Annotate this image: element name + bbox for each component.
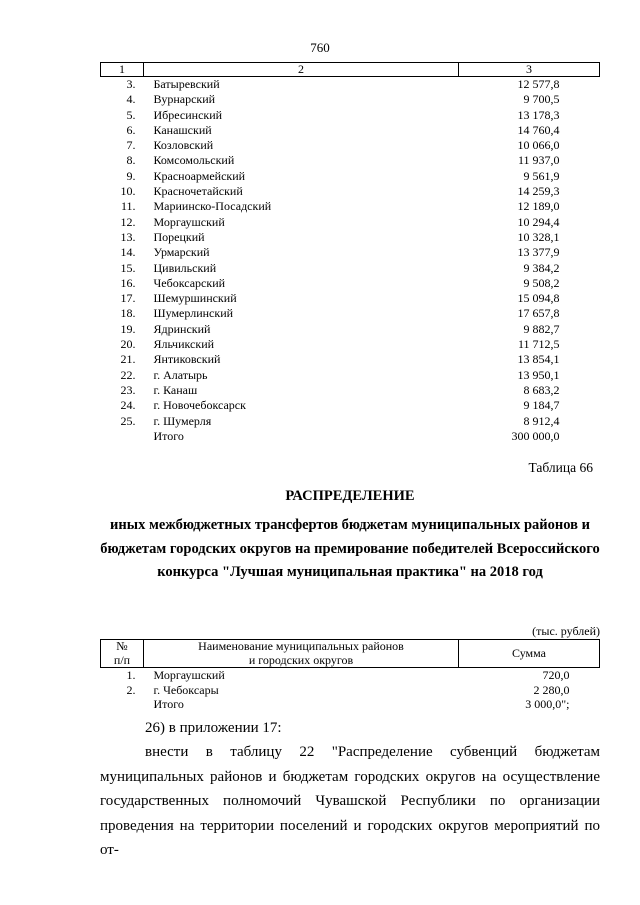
paragraph: внести в таблицу 22 "Распределение субвенций бюджетам муниципальных районов и бюджетам городских округов на осуществление государственных полномочий Чувашской Республики по организации проведения на территории поселений и городских округов мероприятий по от- xyxy=(100,744,600,858)
row-number: 11. xyxy=(120,199,136,214)
table-row xyxy=(101,291,600,306)
row-value: 14 760,4 xyxy=(517,122,560,137)
district-allocation-table xyxy=(100,62,600,444)
row-number: 25. xyxy=(120,413,136,428)
column-header: 3 xyxy=(459,63,600,77)
row-value: 13 854,1 xyxy=(517,352,560,367)
row-value: 9 700,5 xyxy=(523,92,560,107)
row-number: 3. xyxy=(126,77,136,91)
row-value: 11 937,0 xyxy=(517,153,560,168)
row-number: 16. xyxy=(120,275,136,290)
row-value: 8 912,4 xyxy=(523,413,560,428)
award-allocation-table xyxy=(100,639,600,712)
row-name: Шемуршинский xyxy=(153,291,237,306)
header-text: № xyxy=(116,639,128,653)
table-header-row xyxy=(101,63,600,77)
table-row xyxy=(101,414,600,429)
row-number: 5. xyxy=(126,107,136,122)
row-value: 9 184,7 xyxy=(523,398,560,413)
row-number: 10. xyxy=(120,184,136,199)
row-value: 300 000,0 xyxy=(511,428,560,443)
row-value: 15 094,8 xyxy=(517,291,560,306)
column-header-number xyxy=(101,640,144,668)
row-number xyxy=(101,429,144,444)
section-title: РАСПРЕДЕЛЕНИЕ xyxy=(285,488,415,504)
row-name: г. Чебоксары xyxy=(153,682,219,697)
row-value: 10 066,0 xyxy=(517,138,560,153)
row-name: Порецкий xyxy=(153,229,205,244)
row-value: 13 377,9 xyxy=(517,245,560,260)
row-name: Вурнарский xyxy=(153,92,216,107)
column-header-name xyxy=(144,640,459,668)
row-name: Итого xyxy=(153,428,184,443)
header-text: и городских округов xyxy=(248,652,354,667)
header-text: п/п xyxy=(113,652,131,667)
table-row xyxy=(101,77,600,93)
page-number: 760 xyxy=(310,40,330,55)
row-value: 17 657,8 xyxy=(517,306,560,321)
units-note: (тыс. рублей) xyxy=(532,624,600,638)
row-number: 4. xyxy=(126,92,136,107)
row-name: г. Шумерля xyxy=(153,413,212,428)
row-number: 18. xyxy=(120,306,136,321)
row-name: Мариинско-Посадский xyxy=(153,199,272,214)
row-number: 1. xyxy=(126,668,136,682)
row-name: Яльчикский xyxy=(153,337,215,352)
row-value: 9 508,2 xyxy=(523,275,560,290)
column-header: 2 xyxy=(144,63,459,77)
table-body xyxy=(101,77,600,445)
table-row xyxy=(101,184,600,199)
table-row xyxy=(101,337,600,352)
row-number: 14. xyxy=(120,245,136,260)
table-row xyxy=(101,383,600,398)
row-name: Красночетайский xyxy=(153,184,243,199)
table-row xyxy=(101,322,600,337)
table-row xyxy=(101,245,600,260)
row-name: Урмарский xyxy=(153,245,210,260)
row-number: 7. xyxy=(126,138,136,153)
table-row xyxy=(101,92,600,107)
row-number: 8. xyxy=(126,153,136,168)
row-name: Канашский xyxy=(153,122,212,137)
row-name: Цивильский xyxy=(153,260,217,275)
row-name: Козловский xyxy=(153,138,214,153)
row-number: 13. xyxy=(120,229,136,244)
row-name: г. Новочебоксарск xyxy=(153,398,246,413)
row-name: Красноармейский xyxy=(153,168,246,183)
row-value: 10 294,4 xyxy=(517,214,560,229)
table-row xyxy=(101,153,600,168)
row-name: Моргаушский xyxy=(153,668,225,682)
row-name: Комсомольский xyxy=(153,153,235,168)
row-number: 22. xyxy=(120,367,136,382)
row-name: Шумерлинский xyxy=(153,306,234,321)
table-row xyxy=(101,306,600,321)
row-number: 2. xyxy=(126,682,136,697)
section-subtitle: иных межбюджетных трансфертов бюджетам муниципальных районов и бюджетам городских округов на премирование победителей Всероссийского конкурса "Лучшая муниципальная практика" на 2018 год xyxy=(100,517,600,580)
table-row xyxy=(101,215,600,230)
row-name: Янтиковский xyxy=(153,352,221,367)
row-value: 14 259,3 xyxy=(517,184,560,199)
table-row xyxy=(101,123,600,138)
header-text: Наименование муниципальных районов xyxy=(198,639,404,653)
table-row xyxy=(101,368,600,383)
row-name: Ядринский xyxy=(153,321,211,336)
table-row xyxy=(101,697,600,712)
column-header-sum: Сумма xyxy=(459,640,600,668)
row-number: 17. xyxy=(120,291,136,306)
table-row xyxy=(101,398,600,413)
row-value: 9 384,2 xyxy=(523,260,560,275)
row-name: Чебоксарский xyxy=(153,275,226,290)
row-number: 23. xyxy=(120,382,136,397)
table-row xyxy=(101,230,600,245)
row-value: 10 328,1 xyxy=(517,229,560,244)
row-value: 3 000,0"; xyxy=(525,697,570,711)
row-number: 9. xyxy=(126,168,136,183)
row-value: 2 280,0 xyxy=(533,682,570,697)
row-name: Итого xyxy=(153,697,184,711)
table-row xyxy=(101,199,600,214)
row-number: 15. xyxy=(120,260,136,275)
row-value: 13 178,3 xyxy=(517,107,560,122)
row-name: г. Алатырь xyxy=(153,367,208,382)
table-row xyxy=(101,108,600,123)
table-label: Таблица 66 xyxy=(528,460,593,475)
table-row xyxy=(101,261,600,276)
row-value: 12 577,8 xyxy=(517,77,560,91)
row-number: 6. xyxy=(126,122,136,137)
table-row xyxy=(101,668,600,683)
row-value: 11 712,5 xyxy=(517,337,560,352)
table-row xyxy=(101,352,600,367)
row-number: 20. xyxy=(120,337,136,352)
table-row xyxy=(101,169,600,184)
table-row xyxy=(101,276,600,291)
row-value: 9 882,7 xyxy=(523,321,560,336)
row-number: 24. xyxy=(120,398,136,413)
column-header: 1 xyxy=(101,63,144,77)
table-row xyxy=(101,683,600,698)
row-value: 720,0 xyxy=(542,668,570,682)
paragraph: 26) в приложении 17: xyxy=(145,720,282,736)
row-number: 19. xyxy=(120,321,136,336)
row-value: 8 683,2 xyxy=(523,382,560,397)
row-name: г. Канаш xyxy=(153,382,198,397)
table-row xyxy=(101,138,600,153)
row-value: 13 950,1 xyxy=(517,367,560,382)
row-value: 9 561,9 xyxy=(523,168,560,183)
row-number xyxy=(101,697,144,712)
table-row xyxy=(101,429,600,444)
row-value: 12 189,0 xyxy=(517,199,560,214)
row-name: Моргаушский xyxy=(153,214,225,229)
row-name: Батыревский xyxy=(153,77,220,91)
row-number: 12. xyxy=(120,214,136,229)
table-body xyxy=(101,668,600,712)
table-header-row xyxy=(101,640,600,668)
row-number: 21. xyxy=(120,352,136,367)
row-name: Ибресинский xyxy=(153,107,223,122)
